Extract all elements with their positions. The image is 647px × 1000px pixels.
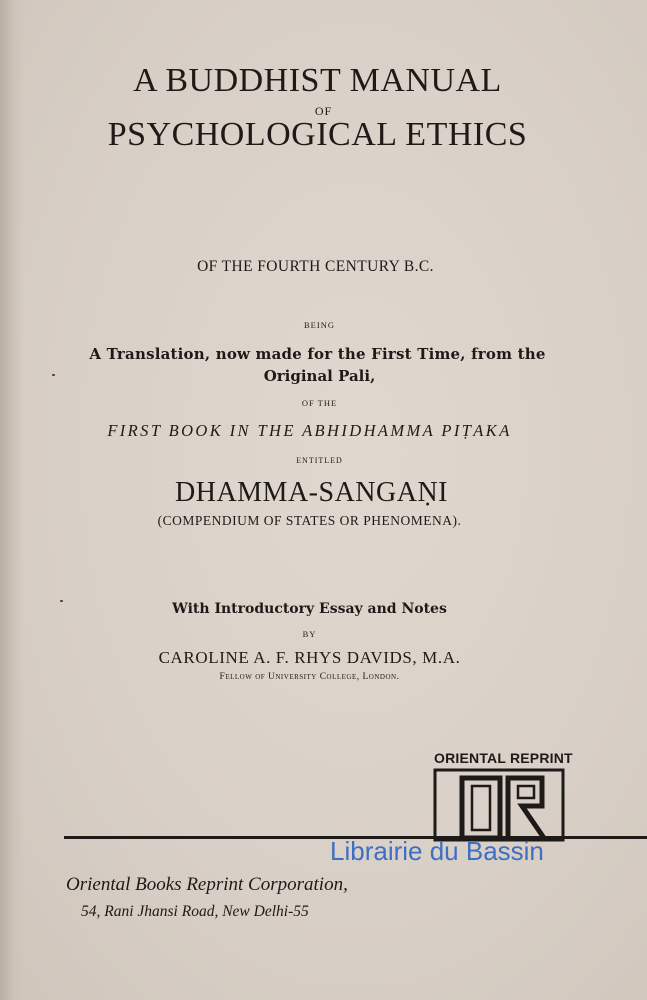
title-line-2: PSYCHOLOGICAL ETHICS: [107, 116, 528, 153]
of-the-label: OF THE: [301, 398, 338, 408]
entitled-label: ENTITLED: [296, 456, 343, 465]
watermark-text: Librairie du Bassin: [330, 836, 544, 866]
title-of: OF: [314, 104, 333, 118]
publisher-address: 54, Rani Jhansi Road, New Delhi-55: [81, 903, 309, 920]
being-label: BEING: [304, 320, 335, 330]
compendium-subtitle: (COMPENDIUM OF STATES OR PHENOMENA).: [157, 513, 462, 528]
intro-essay-line: With Introductory Essay and Notes: [172, 601, 447, 617]
translation-line-1: A Translation, now made for the First Time, from the: [89, 345, 546, 363]
publisher-name: Oriental Books Reprint Corporation,: [66, 874, 348, 895]
subtitle-century: OF THE FOURTH CENTURY B.C.: [197, 258, 434, 275]
author-affiliation: Fellow of University College, London.: [219, 672, 400, 682]
by-label: BY: [302, 629, 317, 639]
title-line-1: A BUDDHIST MANUAL: [133, 62, 502, 99]
paper-speck: [52, 374, 55, 376]
author-name: CAROLINE A. F. RHYS DAVIDS, M.A.: [158, 648, 461, 667]
translation-line-2: Original Pali,: [263, 367, 376, 385]
publisher-logo-icon: [432, 768, 566, 842]
publisher-logo-text: ORIENTAL REPRINT: [434, 750, 573, 766]
paper-speck: [60, 600, 63, 602]
work-title: DHAMMA-SANGAṆI: [175, 477, 448, 508]
first-book-line: FIRST BOOK IN THE ABHIDHAMMA PIṬAKA: [107, 421, 512, 440]
